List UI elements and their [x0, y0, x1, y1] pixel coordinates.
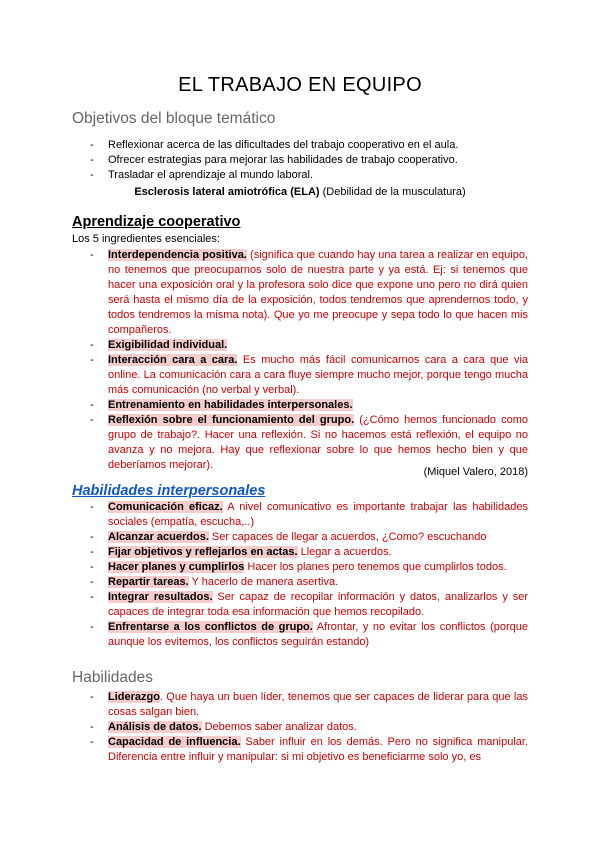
list-item: - Fijar objetivos y reflejarlos en actas. Llegar a acuerdos.	[90, 546, 392, 558]
list-item: - Entrenamiento en habilidades interpersonales.	[90, 399, 353, 411]
list-item: - Análisis de datos. Debemos saber analizar datos.	[90, 721, 357, 733]
list-item: - Trasladar el aprendizaje al mundo laboral.	[90, 169, 314, 181]
list-item: - Interdependencia positiva. (significa que cuando hay una tarea a realizar en equipo, no tenemos que preocuparnos solo de nuestra parte y ya está. Ej: si tenemos que hacer una exposición oral y la profesora solo dice que expone uno pero no dirá quien será hasta el mismo día de la exposición, todos tendremos que aprendernos todo, y todos tendremos la misma nota). Que yo me preocupe y sepa todo lo que hacen mis compañeros.	[90, 249, 529, 336]
objetivos-list	[90, 138, 528, 183]
list-item: - Hacer planes y cumplirlos Hacer los planes pero tenemos que cumplirlos todos.	[90, 561, 507, 573]
page-title: EL TRABAJO EN EQUIPO	[178, 74, 422, 96]
list-item: - Repartir tareas. Y hacerlo de manera asertiva.	[90, 576, 339, 588]
list-item: - Exigibilidad individual.	[90, 339, 228, 351]
list-item: - Reflexionar acerca de las dificultades del trabajo cooperativo en el aula.	[90, 139, 459, 151]
list-item: - Capacidad de influencia. Saber influir en los demás. Pero no significa manipular. Diferencia entre influir y manipular: si mi objetivo es beneficiarme solo yo, es	[90, 736, 528, 763]
list-item: - Reflexión sobre el funcionamiento del grupo. (¿Cómo hemos funcionado como grupo de trabajo?. Hacer una reflexión. Si no hacemos está reflexión, el equipo no avanza y no mejora. Hay que reflexionar sobre lo que hemos hecho bien y que deberíamos mejorar).	[90, 414, 529, 471]
list-item: - Interacción cara a cara. Es mucho más fácil comunicarnos cara a cara que via online. La comunicación cara a cara fluye siempre mucho mejor, porque tengo mucha más comunicación (no verbal y verbal).	[90, 354, 529, 396]
objetivos-heading: Objetivos del bloque temático	[72, 110, 276, 127]
habilidades-list	[90, 690, 528, 765]
list-item: - Ofrecer estrategias para mejorar las habilidades de trabajo cooperativo.	[90, 154, 458, 166]
habilidades-interpersonales-list	[90, 500, 528, 650]
list-item: - Integrar resultados. Ser capaz de recopilar información y datos, analizarlos y ser capaces de integrar toda esa información que hemos recopilado.	[90, 591, 528, 618]
habilidades-heading: Habilidades	[72, 669, 153, 686]
list-item: - Liderazgo. Que haya un buen líder, tenemos que ser capaces de liderar para que las cosas salgan bien.	[90, 691, 528, 718]
list-item: - Comunicación eficaz. A nivel comunicativo es importante trabajar las habilidades sociales (empatía, escucha,..)	[90, 501, 528, 528]
list-item: - Enfrentarse a los conflictos de grupo. Afrontar, y no evitar los conflictos (porque aunque los evitemos, los conflictos seguirán estando)	[90, 621, 528, 648]
ingredientes-list	[90, 248, 529, 473]
citation: (Miquel Valero, 2018)	[423, 466, 528, 478]
aprendizaje-heading: Aprendizaje cooperativo	[72, 214, 241, 230]
list-item: - Alcanzar acuerdos. Ser capaces de llegar a acuerdos, ¿Como? escuchando	[90, 531, 487, 543]
habilidades-interpersonales-heading[interactable]: Habilidades interpersonales	[72, 483, 266, 499]
ela-note: Esclerosis lateral amiotrófica (ELA) (Debilidad de la musculatura)	[134, 186, 466, 198]
aprendizaje-intro: Los 5 ingredientes esenciales:	[72, 233, 220, 245]
